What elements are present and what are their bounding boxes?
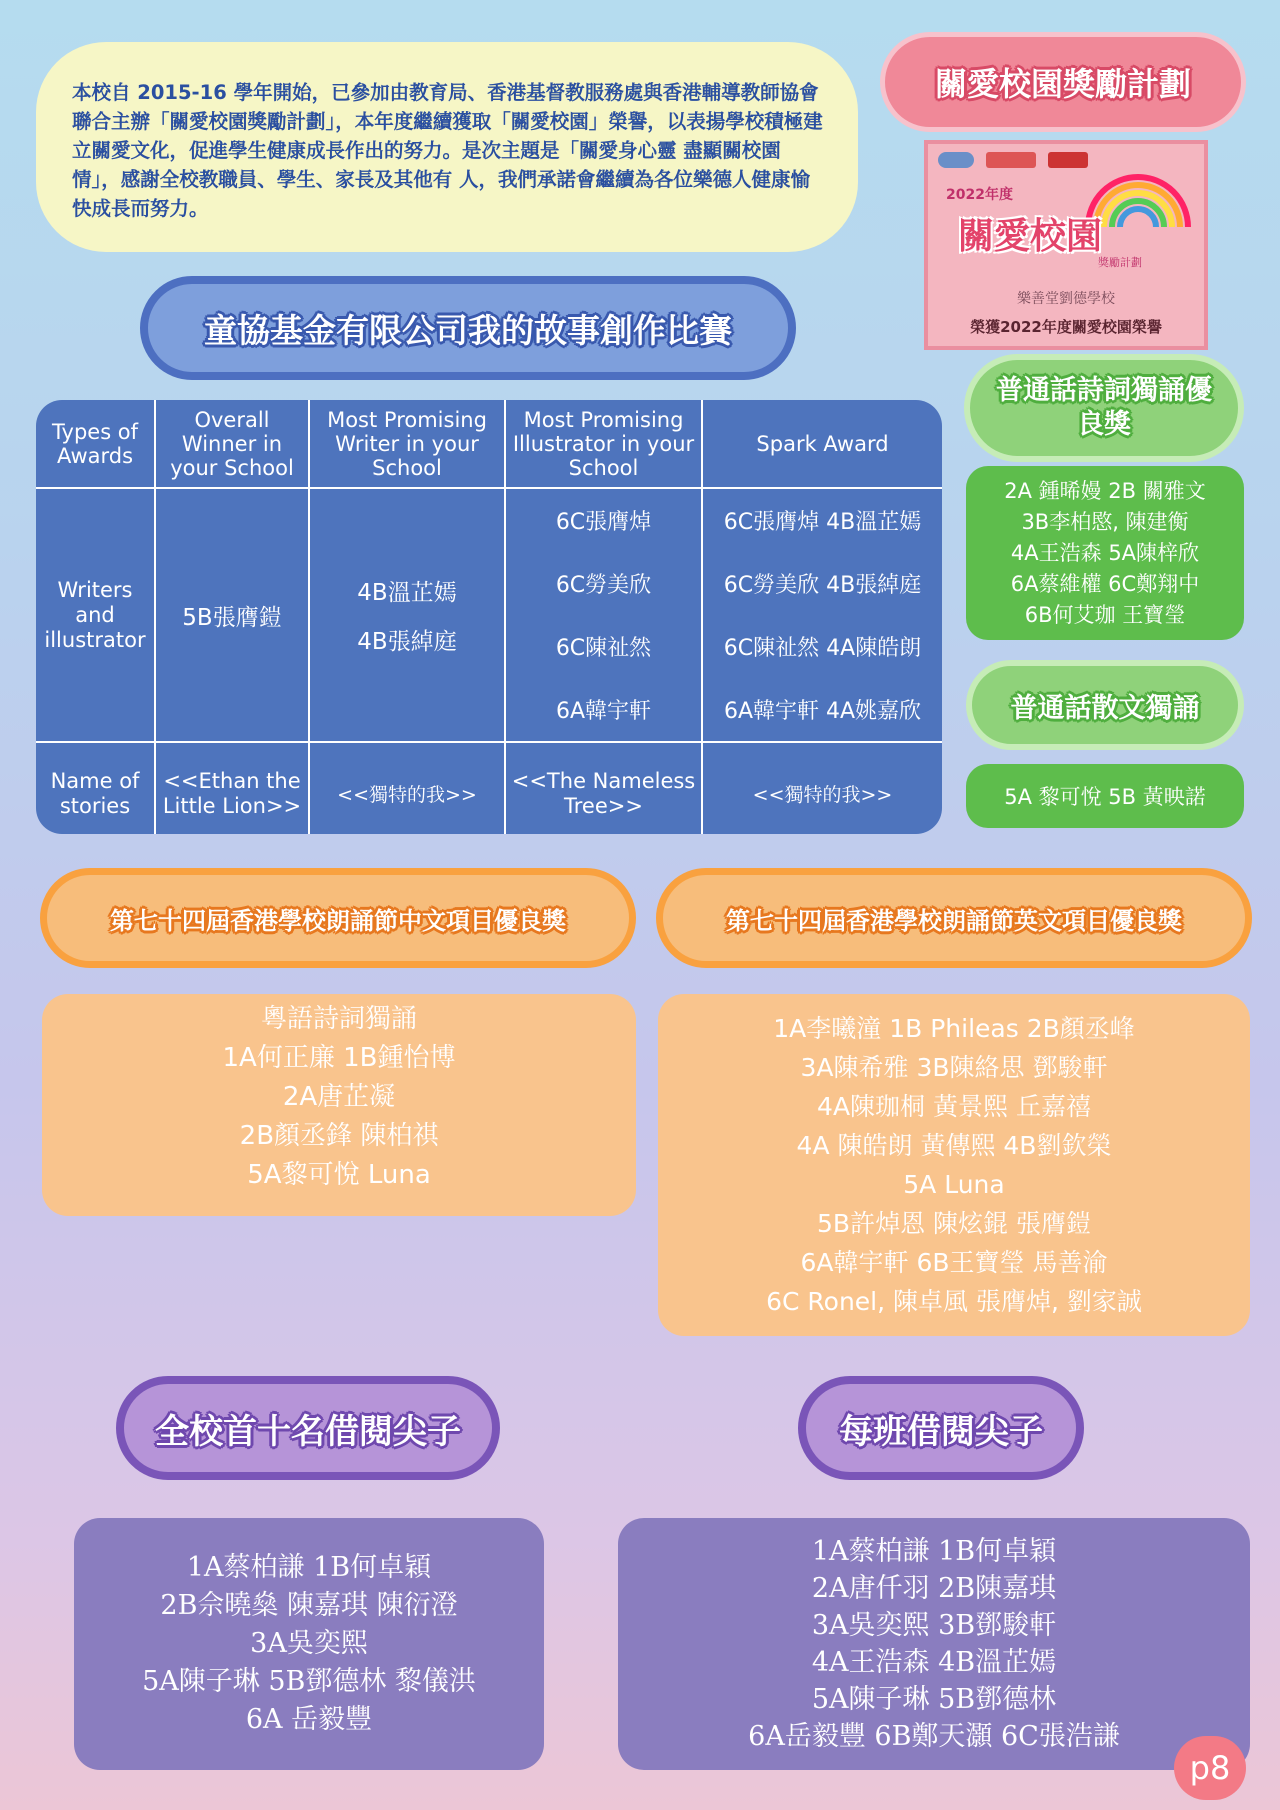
certificate-logo-sub: 獎勵計劃 [1098, 256, 1142, 269]
table-header: Most Promising Illustrator in your School [505, 400, 702, 488]
caring-campus-title: 關愛校園獎勵計劃 [880, 32, 1246, 132]
row-label: Name of stories [36, 742, 155, 834]
page-number: p8 [1174, 1736, 1246, 1800]
sponsor-logos [938, 152, 1088, 168]
certificate-year: 2022年度 [946, 187, 1013, 203]
table-header: Overall Winner in your School [155, 400, 309, 488]
spark-award-cell: 6C張膺焯 4B溫芷嫣 6C勞美欣 4B張綽庭 6C陳祉然 4A陳皓朗 6A韓宇軒 4A姚嘉欣 [702, 488, 942, 742]
top-readers-title: 全校首十名借閱尖子 [116, 1376, 500, 1480]
row-label: Writers and illustrator [36, 488, 155, 742]
speech-chinese-title: 第七十四屆香港學校朗誦節中文項目優良獎 [40, 868, 636, 968]
intro-text: 本校自 2015-16 學年開始，已參加由教育局、香港基督教服務處與香港輔導教師協會聯合主辦「關愛校園獎勵計劃」，本年度繼續獲取「關愛校園」榮譽，以表揚學校積極建立關愛文化，促進學生健康成長作出的努力。是次主題是「關愛身心靈 盡顯關校園情」，感謝全校教職員、學生、家長及其他有 人，我們承諾會繼續為各位樂德人健康愉快成長而努力。 [72, 81, 823, 220]
story-name: <<獨特的我>> [702, 742, 942, 834]
putonghua-prose-title: 普通話散文獨誦 [966, 660, 1244, 750]
promising-illustrators-cell: 6C張膺焯 6C勞美欣 6C陳祉然 6A韓宇軒 [505, 488, 702, 742]
putonghua-poem-box: 2A 鍾晞嫚 2B 關雅文 3B李柏愍, 陳建衡 4A王浩森 5A陳梓欣 6A蔡維權 6C鄭翔中 6B何艾珈 王寶瑩 [966, 466, 1244, 640]
awards-table [36, 400, 942, 834]
putonghua-poem-title: 普通話詩詞獨誦優良獎 [964, 354, 1244, 462]
table-header: Most Promising Writer in your School [309, 400, 505, 488]
table-header: Types of Awards [36, 400, 155, 488]
certificate-photo [924, 140, 1208, 350]
intro-box [36, 42, 858, 252]
speech-english-box: 1A李曦潼 1B Phileas 2B顏丞峰 3A陳希雅 3B陳絡思 鄧駿軒 4A陳珈桐 黃景熙 丘嘉禧 4A 陳皓朗 黃傳熙 4B劉欽榮 5A Luna 5B許焯恩 陳炫錕 張膺鎧 6A韓宇軒 6B王寶瑩 馬善渝 6C Ronel, 陳卓風 張膺焯, 劉家誠 [658, 994, 1250, 1336]
table-header: Spark Award [702, 400, 942, 488]
story-name: <<The Nameless Tree>> [505, 742, 702, 834]
certificate-school: 樂善堂劉德學校 [1017, 291, 1115, 307]
certificate-logo: 關愛校園 [958, 216, 1103, 257]
overall-winner: 5B張膺鎧 [155, 488, 309, 742]
top-readers-box: 1A蔡柏謙 1B何卓穎 2B佘曉燊 陳嘉琪 陳衍澄 3A吳奕熙 5A陳子琳 5B鄧德林 黎儀洪 6A 岳毅豐 [74, 1518, 544, 1770]
putonghua-prose-box: 5A 黎可悅 5B 黃映諾 [966, 764, 1244, 828]
speech-chinese-box: 粵語詩詞獨誦 1A何正廉 1B鍾怡博 2A唐芷凝 2B顏丞鋒 陳柏祺 5A黎可悅 Luna [42, 994, 636, 1216]
class-readers-box: 1A蔡柏謙 1B何卓穎 2A唐仟羽 2B陳嘉琪 3A吳奕熙 3B鄧駿軒 4A王浩森 4B溫芷嫣 5A陳子琳 5B鄧德林 6A岳毅豐 6B鄭天灝 6C張浩謙 [618, 1518, 1250, 1770]
speech-english-title: 第七十四屆香港學校朗誦節英文項目優良獎 [656, 868, 1252, 968]
promising-writers-cell: 4B溫芷嫣 4B張綽庭 [309, 488, 505, 742]
story-contest-title: 童協基金有限公司我的故事創作比賽 [140, 276, 796, 380]
certificate-honor: 榮獲2022年度關愛校園榮譽 [970, 318, 1162, 336]
class-readers-title: 每班借閱尖子 [798, 1376, 1084, 1480]
story-name: <<獨特的我>> [309, 742, 505, 834]
story-name: <<Ethan the Little Lion>> [155, 742, 309, 834]
